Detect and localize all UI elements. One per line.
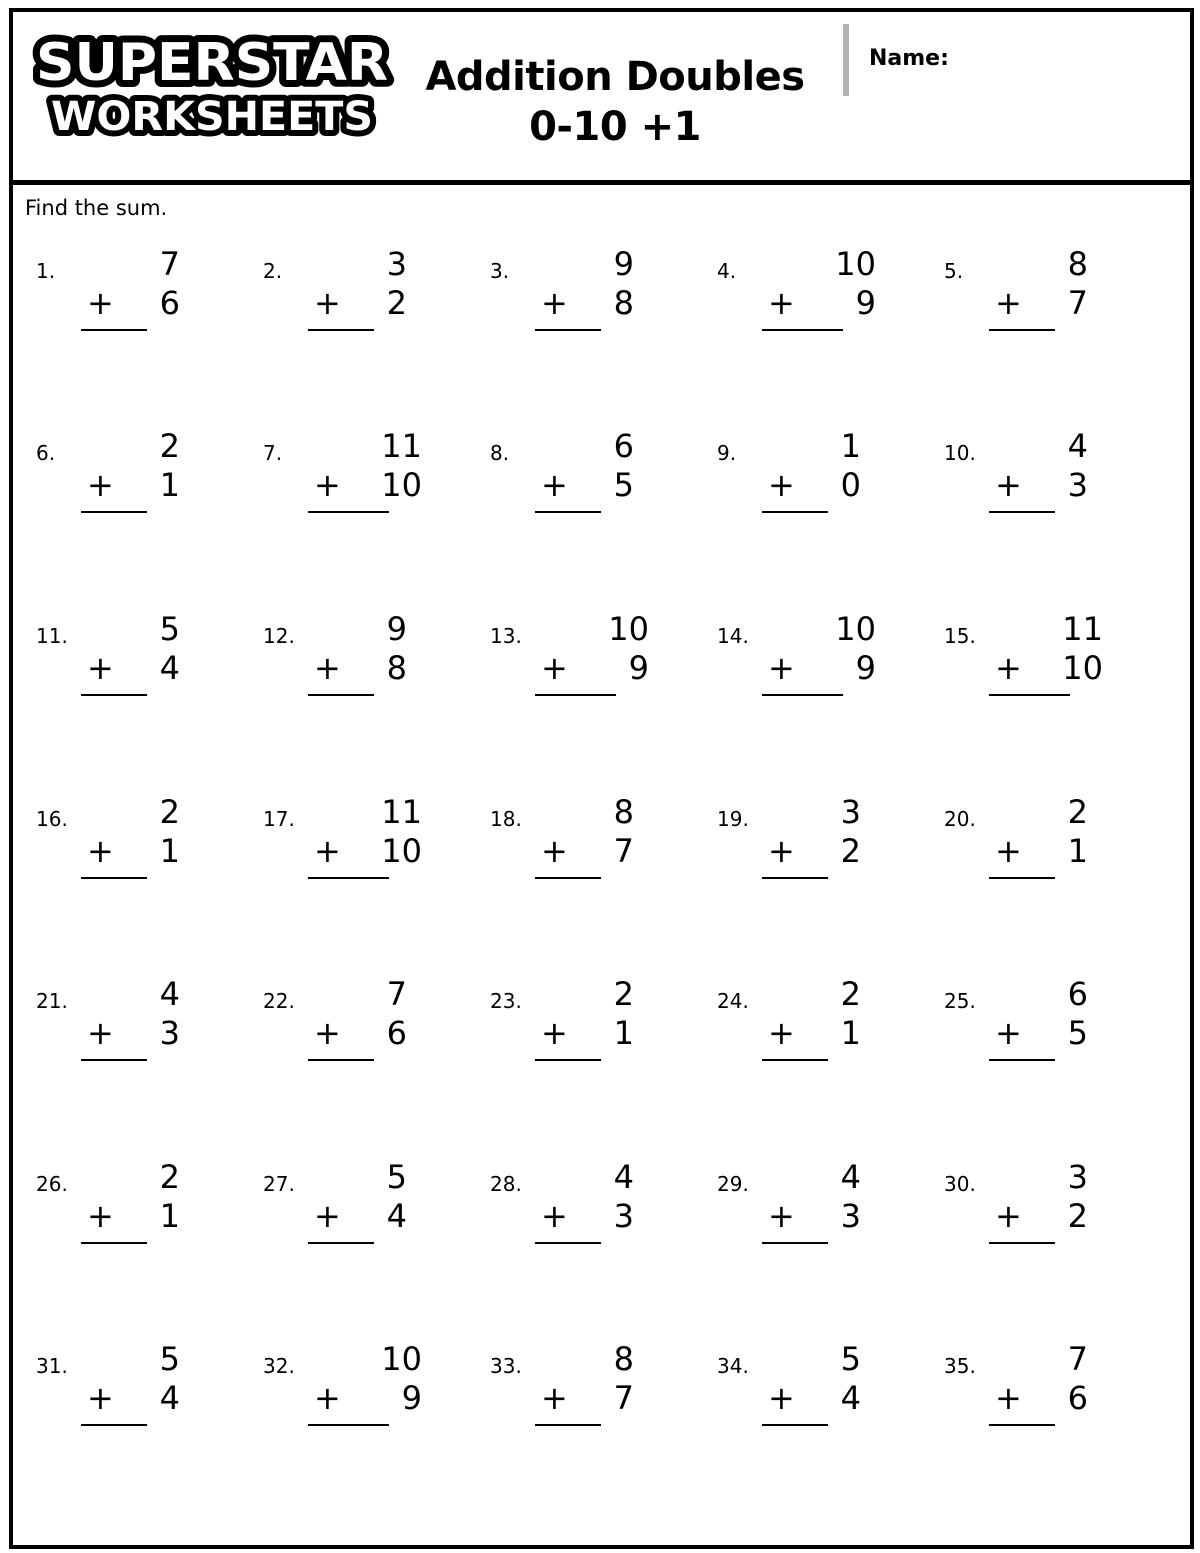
bottom-row [989, 1014, 1088, 1052]
problem-number: 15. [944, 624, 976, 648]
bottom-addend: 9 [401, 1379, 422, 1417]
bottom-row [308, 466, 422, 504]
answer-line [535, 1242, 601, 1244]
bottom-addend: 2 [1067, 1197, 1088, 1235]
problem-number: 1. [36, 259, 56, 283]
answer-line [308, 511, 389, 513]
problem-number: 24. [717, 989, 749, 1013]
bottom-row [535, 1014, 634, 1052]
worksheet-title [405, 52, 825, 152]
bottom-row [81, 1197, 180, 1235]
problem-number: 12. [263, 624, 295, 648]
answer-line [81, 877, 147, 879]
top-addend: 7 [386, 975, 407, 1013]
bottom-addend: 2 [386, 284, 407, 322]
plus-sign: + [768, 832, 795, 870]
bottom-addend: 10 [381, 466, 422, 504]
top-addend: 2 [159, 427, 180, 465]
answer-line [762, 1059, 828, 1061]
top-addend: 11 [381, 793, 422, 831]
top-addend: 10 [608, 610, 649, 648]
bottom-addend: 1 [840, 1014, 861, 1052]
bottom-row [535, 1379, 634, 1417]
bottom-row [762, 284, 876, 322]
problem-number: 2. [263, 259, 283, 283]
superstar-worksheets-logo [27, 30, 397, 140]
answer-line [989, 694, 1070, 696]
top-addend: 3 [386, 245, 407, 283]
problem-number: 13. [490, 624, 522, 648]
problem-28 [490, 1158, 646, 1258]
top-addend: 5 [840, 1340, 861, 1378]
bottom-row [762, 1014, 861, 1052]
answer-line [308, 1242, 374, 1244]
bottom-row [535, 649, 649, 687]
problem-number: 10. [944, 441, 976, 465]
problem-34 [717, 1340, 873, 1440]
name-label: Name: [869, 46, 949, 71]
bottom-row [762, 1197, 861, 1235]
answer-line [989, 877, 1055, 879]
problem-12 [263, 610, 419, 710]
bottom-addend: 2 [840, 832, 861, 870]
problem-16 [36, 793, 192, 893]
answer-line [762, 511, 828, 513]
bottom-row [762, 649, 876, 687]
problem-number: 19. [717, 807, 749, 831]
bottom-row [308, 649, 407, 687]
top-addend: 5 [159, 610, 180, 648]
top-addend: 11 [381, 427, 422, 465]
plus-sign: + [541, 832, 568, 870]
answer-line [81, 1242, 147, 1244]
answer-line [989, 511, 1055, 513]
bottom-row [762, 832, 861, 870]
bottom-addend: 4 [159, 1379, 180, 1417]
problem-number: 3. [490, 259, 510, 283]
problem-22 [263, 975, 419, 1075]
bottom-addend: 1 [613, 1014, 634, 1052]
top-addend: 3 [840, 793, 861, 831]
plus-sign: + [768, 1014, 795, 1052]
bottom-addend: 4 [840, 1379, 861, 1417]
bottom-addend: 3 [613, 1197, 634, 1235]
plus-sign: + [314, 832, 341, 870]
problem-25 [944, 975, 1100, 1075]
problem-19 [717, 793, 873, 893]
plus-sign: + [314, 1014, 341, 1052]
bottom-addend: 1 [1067, 832, 1088, 870]
answer-line [81, 1059, 147, 1061]
bottom-addend: 6 [1067, 1379, 1088, 1417]
top-addend: 2 [840, 975, 861, 1013]
title-line-1: Addition Doubles [425, 54, 805, 100]
bottom-row [989, 649, 1103, 687]
bottom-addend: 8 [386, 649, 407, 687]
problem-number: 14. [717, 624, 749, 648]
problem-4 [717, 245, 888, 345]
plus-sign: + [314, 1197, 341, 1235]
problem-21 [36, 975, 192, 1075]
problem-1 [36, 245, 192, 345]
plus-sign: + [541, 1379, 568, 1417]
problem-5 [944, 245, 1100, 345]
bottom-row [989, 284, 1088, 322]
plus-sign: + [541, 1014, 568, 1052]
answer-line [535, 1424, 601, 1426]
problem-number: 30. [944, 1172, 976, 1196]
top-addend: 9 [386, 610, 407, 648]
answer-line [535, 511, 601, 513]
plus-sign: + [541, 284, 568, 322]
answer-line [308, 1424, 389, 1426]
plus-sign: + [995, 832, 1022, 870]
top-addend: 1 [840, 427, 861, 465]
problem-8 [490, 427, 646, 527]
problem-number: 26. [36, 1172, 68, 1196]
answer-line [535, 1059, 601, 1061]
bottom-row [762, 466, 861, 504]
bottom-addend: 7 [1067, 284, 1088, 322]
bottom-row [989, 466, 1088, 504]
problem-10 [944, 427, 1100, 527]
top-addend: 2 [1067, 793, 1088, 831]
problem-number: 21. [36, 989, 68, 1013]
plus-sign: + [314, 466, 341, 504]
top-addend: 8 [1067, 245, 1088, 283]
top-addend: 6 [1067, 975, 1088, 1013]
bottom-addend: 9 [628, 649, 649, 687]
bottom-row [81, 284, 180, 322]
plus-sign: + [768, 1197, 795, 1235]
problem-number: 17. [263, 807, 295, 831]
problem-number: 11. [36, 624, 68, 648]
problem-31 [36, 1340, 192, 1440]
bottom-row [308, 1379, 422, 1417]
bottom-addend: 10 [381, 832, 422, 870]
answer-line [535, 694, 616, 696]
plus-sign: + [541, 649, 568, 687]
plus-sign: + [87, 832, 114, 870]
top-addend: 8 [613, 793, 634, 831]
answer-line [81, 694, 147, 696]
problem-number: 5. [944, 259, 964, 283]
plus-sign: + [314, 649, 341, 687]
bottom-addend: 1 [159, 832, 180, 870]
top-addend: 6 [613, 427, 634, 465]
answer-line [989, 329, 1055, 331]
problem-35 [944, 1340, 1100, 1440]
problem-number: 27. [263, 1172, 295, 1196]
top-addend: 2 [159, 1158, 180, 1196]
problem-number: 28. [490, 1172, 522, 1196]
problem-number: 20. [944, 807, 976, 831]
plus-sign: + [995, 284, 1022, 322]
bottom-row [535, 284, 634, 322]
problem-24 [717, 975, 873, 1075]
answer-line [762, 1242, 828, 1244]
plus-sign: + [768, 466, 795, 504]
problem-number: 34. [717, 1354, 749, 1378]
bottom-addend: 10 [1062, 649, 1103, 687]
problem-number: 6. [36, 441, 56, 465]
plus-sign: + [768, 284, 795, 322]
answer-line [308, 329, 374, 331]
top-addend: 4 [1067, 427, 1088, 465]
bottom-addend: 1 [159, 466, 180, 504]
plus-sign: + [995, 1014, 1022, 1052]
problem-number: 29. [717, 1172, 749, 1196]
top-addend: 7 [159, 245, 180, 283]
top-addend: 9 [613, 245, 634, 283]
plus-sign: + [995, 649, 1022, 687]
plus-sign: + [87, 1197, 114, 1235]
problem-29 [717, 1158, 873, 1258]
problem-number: 25. [944, 989, 976, 1013]
problem-17 [263, 793, 434, 893]
plus-sign: + [768, 1379, 795, 1417]
bottom-row [81, 832, 180, 870]
bottom-row [989, 1197, 1088, 1235]
problem-number: 9. [717, 441, 737, 465]
problem-2 [263, 245, 419, 345]
top-addend: 7 [1067, 1340, 1088, 1378]
plus-sign: + [541, 466, 568, 504]
problem-6 [36, 427, 192, 527]
title-line-2: 0-10 +1 [529, 104, 701, 150]
bottom-addend: 7 [613, 1379, 634, 1417]
problem-number: 8. [490, 441, 510, 465]
bottom-row [535, 1197, 634, 1235]
problem-33 [490, 1340, 646, 1440]
svg-text:SUPERSTAR: SUPERSTAR [36, 33, 388, 93]
answer-line [81, 511, 147, 513]
answer-line [308, 877, 389, 879]
problem-23 [490, 975, 646, 1075]
top-addend: 4 [613, 1158, 634, 1196]
bottom-row [535, 466, 634, 504]
bottom-addend: 7 [613, 832, 634, 870]
worksheet-header [13, 12, 1190, 185]
bottom-row [81, 1014, 180, 1052]
top-addend: 5 [386, 1158, 407, 1196]
bottom-addend: 0 [840, 466, 861, 504]
answer-line [989, 1242, 1055, 1244]
bottom-addend: 9 [855, 649, 876, 687]
problem-26 [36, 1158, 192, 1258]
problem-number: 33. [490, 1354, 522, 1378]
plus-sign: + [314, 284, 341, 322]
bottom-addend: 3 [840, 1197, 861, 1235]
answer-line [762, 1424, 828, 1426]
problem-number: 32. [263, 1354, 295, 1378]
plus-sign: + [995, 1379, 1022, 1417]
bottom-addend: 3 [159, 1014, 180, 1052]
top-addend: 8 [613, 1340, 634, 1378]
answer-line [989, 1424, 1055, 1426]
top-addend: 5 [159, 1340, 180, 1378]
problem-11 [36, 610, 192, 710]
top-addend: 10 [835, 610, 876, 648]
bottom-addend: 3 [1067, 466, 1088, 504]
top-addend: 4 [159, 975, 180, 1013]
answer-line [535, 877, 601, 879]
bottom-row [81, 1379, 180, 1417]
answer-line [762, 694, 843, 696]
problem-9 [717, 427, 873, 527]
plus-sign: + [87, 466, 114, 504]
name-divider [843, 24, 849, 96]
problem-14 [717, 610, 888, 710]
plus-sign: + [87, 1379, 114, 1417]
problem-3 [490, 245, 646, 345]
bottom-addend: 5 [1067, 1014, 1088, 1052]
top-addend: 2 [159, 793, 180, 831]
problem-number: 7. [263, 441, 283, 465]
plus-sign: + [87, 284, 114, 322]
bottom-addend: 9 [855, 284, 876, 322]
top-addend: 11 [1062, 610, 1103, 648]
bottom-addend: 6 [159, 284, 180, 322]
bottom-addend: 4 [159, 649, 180, 687]
bottom-row [762, 1379, 861, 1417]
answer-line [81, 329, 147, 331]
bottom-row [308, 832, 422, 870]
plus-sign: + [995, 466, 1022, 504]
bottom-row [989, 832, 1088, 870]
answer-line [535, 329, 601, 331]
problem-number: 18. [490, 807, 522, 831]
answer-line [308, 694, 374, 696]
plus-sign: + [541, 1197, 568, 1235]
problem-15 [944, 610, 1115, 710]
answer-line [81, 1424, 147, 1426]
problem-number: 16. [36, 807, 68, 831]
answer-line [762, 877, 828, 879]
answer-line [989, 1059, 1055, 1061]
worksheet-page [9, 8, 1194, 1549]
top-addend: 10 [835, 245, 876, 283]
top-addend: 4 [840, 1158, 861, 1196]
problem-number: 4. [717, 259, 737, 283]
problem-18 [490, 793, 646, 893]
problem-number: 31. [36, 1354, 68, 1378]
problem-27 [263, 1158, 419, 1258]
problem-number: 22. [263, 989, 295, 1013]
plus-sign: + [768, 649, 795, 687]
bottom-addend: 1 [159, 1197, 180, 1235]
bottom-addend: 8 [613, 284, 634, 322]
bottom-row [308, 1197, 407, 1235]
svg-text:WORKSHEETS: WORKSHEETS [51, 94, 374, 140]
problem-30 [944, 1158, 1100, 1258]
top-addend: 3 [1067, 1158, 1088, 1196]
bottom-row [535, 832, 634, 870]
problem-number: 23. [490, 989, 522, 1013]
problem-13 [490, 610, 661, 710]
top-addend: 2 [613, 975, 634, 1013]
bottom-addend: 6 [386, 1014, 407, 1052]
problem-20 [944, 793, 1100, 893]
problem-number: 35. [944, 1354, 976, 1378]
problem-32 [263, 1340, 434, 1440]
bottom-row [308, 1014, 407, 1052]
bottom-row [81, 466, 180, 504]
answer-line [762, 329, 843, 331]
plus-sign: + [314, 1379, 341, 1417]
bottom-addend: 5 [613, 466, 634, 504]
bottom-row [81, 649, 180, 687]
instructions: Find the sum. [25, 196, 168, 220]
top-addend: 10 [381, 1340, 422, 1378]
answer-line [308, 1059, 374, 1061]
plus-sign: + [87, 649, 114, 687]
bottom-row [989, 1379, 1088, 1417]
plus-sign: + [995, 1197, 1022, 1235]
plus-sign: + [87, 1014, 114, 1052]
problem-7 [263, 427, 434, 527]
bottom-addend: 4 [386, 1197, 407, 1235]
bottom-row [308, 284, 407, 322]
